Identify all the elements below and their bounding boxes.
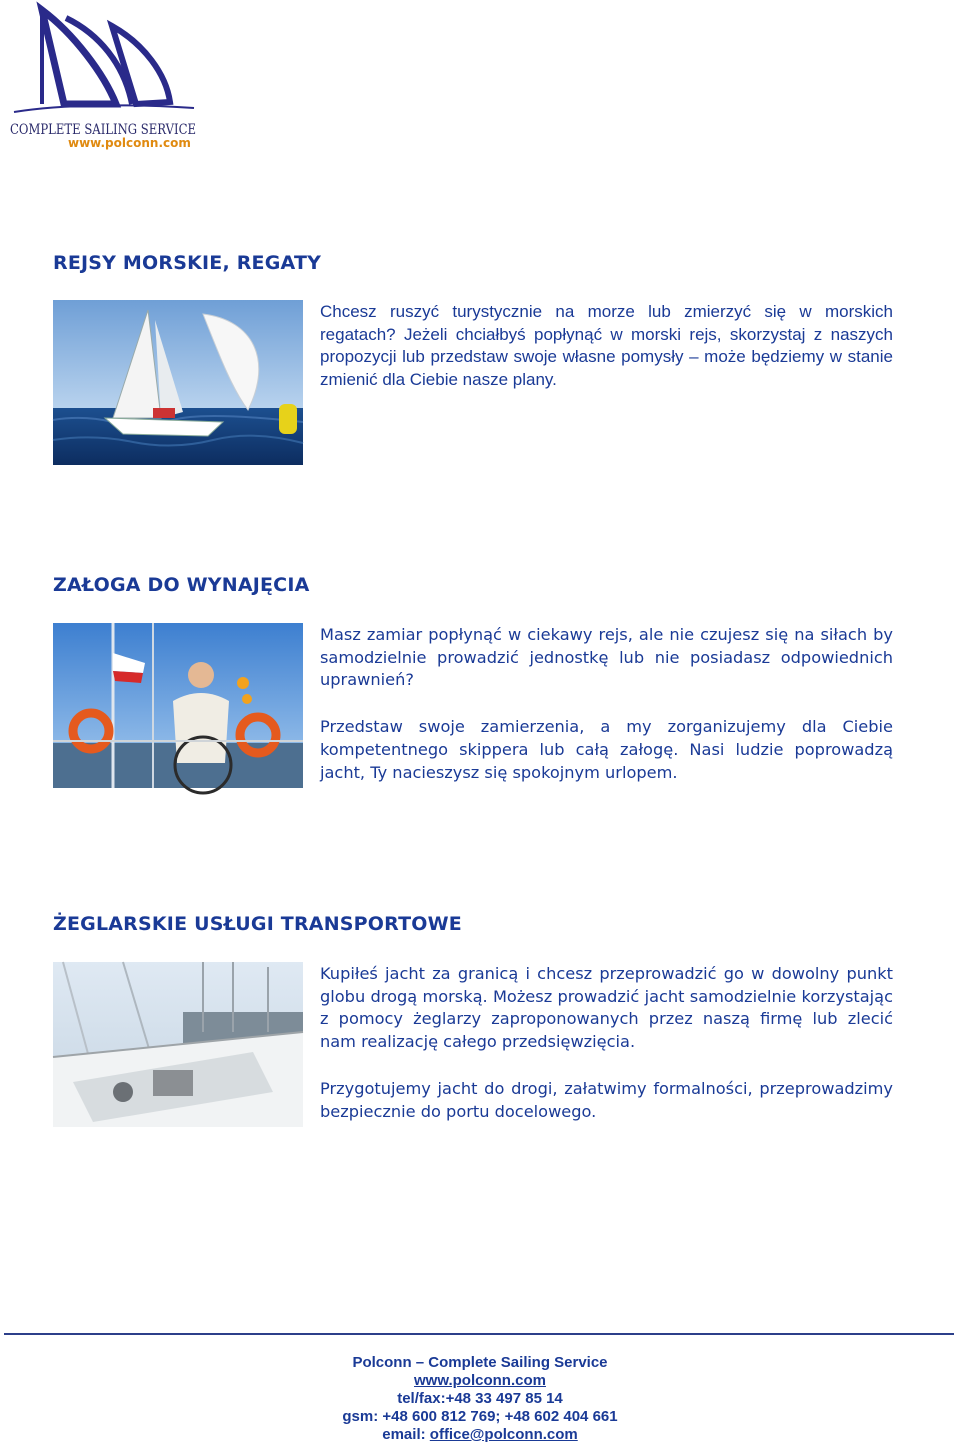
section-text-transport	[320, 963, 893, 1123]
paragraph: Chcesz ruszyć turystycznie na morze lub zmierzyć się w morskich regatach? Jeżeli chciałbyś popłynąć w morski rejs, skorzystaj z naszych propozycji lub przedstaw swoje własne pomysły – może będziemy w stanie zmienić dla Ciebie nasze plany.	[320, 302, 893, 390]
footer-email: email: office@polconn.com	[382, 1426, 578, 1443]
company-logo	[4, 4, 200, 154]
section-title-transport: ŻEGLARSKIE USŁUGI TRANSPORTOWE	[53, 913, 462, 935]
footer-tel-fax: tel/fax:+48 33 497 85 14	[397, 1390, 563, 1407]
footer-divider	[4, 1333, 954, 1335]
section-text-crew	[320, 624, 893, 784]
skipper-at-helm-photo	[53, 623, 303, 788]
paragraph: Przedstaw swoje zamierzenia, a my zorganizujemy dla Ciebie kompetentnego skippera lub całą załogę. Nasi ludzie poprowadzą jacht, Ty nacieszysz się spokojnym urlopem.	[320, 717, 893, 782]
section-title-crew: ZAŁOGA DO WYNAJĘCIA	[53, 574, 310, 596]
footer-email-link[interactable]: office@polconn.com	[429, 1426, 578, 1443]
sailboat-regatta-photo	[53, 300, 303, 465]
section-title-regatta: REJSY MORSKIE, REGATY	[53, 252, 322, 274]
paragraph: Przygotujemy jacht do drogi, załatwimy formalności, przeprowadzimy bezpiecznie do portu docelowego.	[320, 1078, 893, 1121]
svg-text:COMPLETE SAILING SERVICE: COMPLETE SAILING SERVICE	[10, 122, 196, 138]
footer-contact	[240, 1354, 720, 1444]
paragraph: Kupiłeś jacht za granicą i chcesz przeprowadzić go w dowolny punkt globu drogą morską. Możesz prowadzić jacht samodzielnie korzystając z pomocy żeglarzy zaproponowanych przez naszą firmę lub zlecić nam realizację całego przedsięwzięcia.	[320, 964, 893, 1052]
footer-gsm: gsm: +48 600 812 769; +48 602 404 661	[342, 1408, 618, 1425]
sailboat-logo-icon	[4, 4, 200, 154]
yacht-in-marina-photo	[53, 962, 303, 1127]
paragraph: Masz zamiar popłynąć w ciekawy rejs, ale nie czujesz się na siłach by samodzielnie prowadzić jednostkę lub nie posiadasz odpowiednich uprawnień?	[320, 625, 893, 690]
footer-website-link[interactable]: www.polconn.com	[414, 1372, 546, 1389]
section-text-regatta	[320, 301, 893, 392]
footer-company: Polconn – Complete Sailing Service	[352, 1354, 608, 1371]
svg-text:www.polconn.com: www.polconn.com	[68, 136, 191, 150]
